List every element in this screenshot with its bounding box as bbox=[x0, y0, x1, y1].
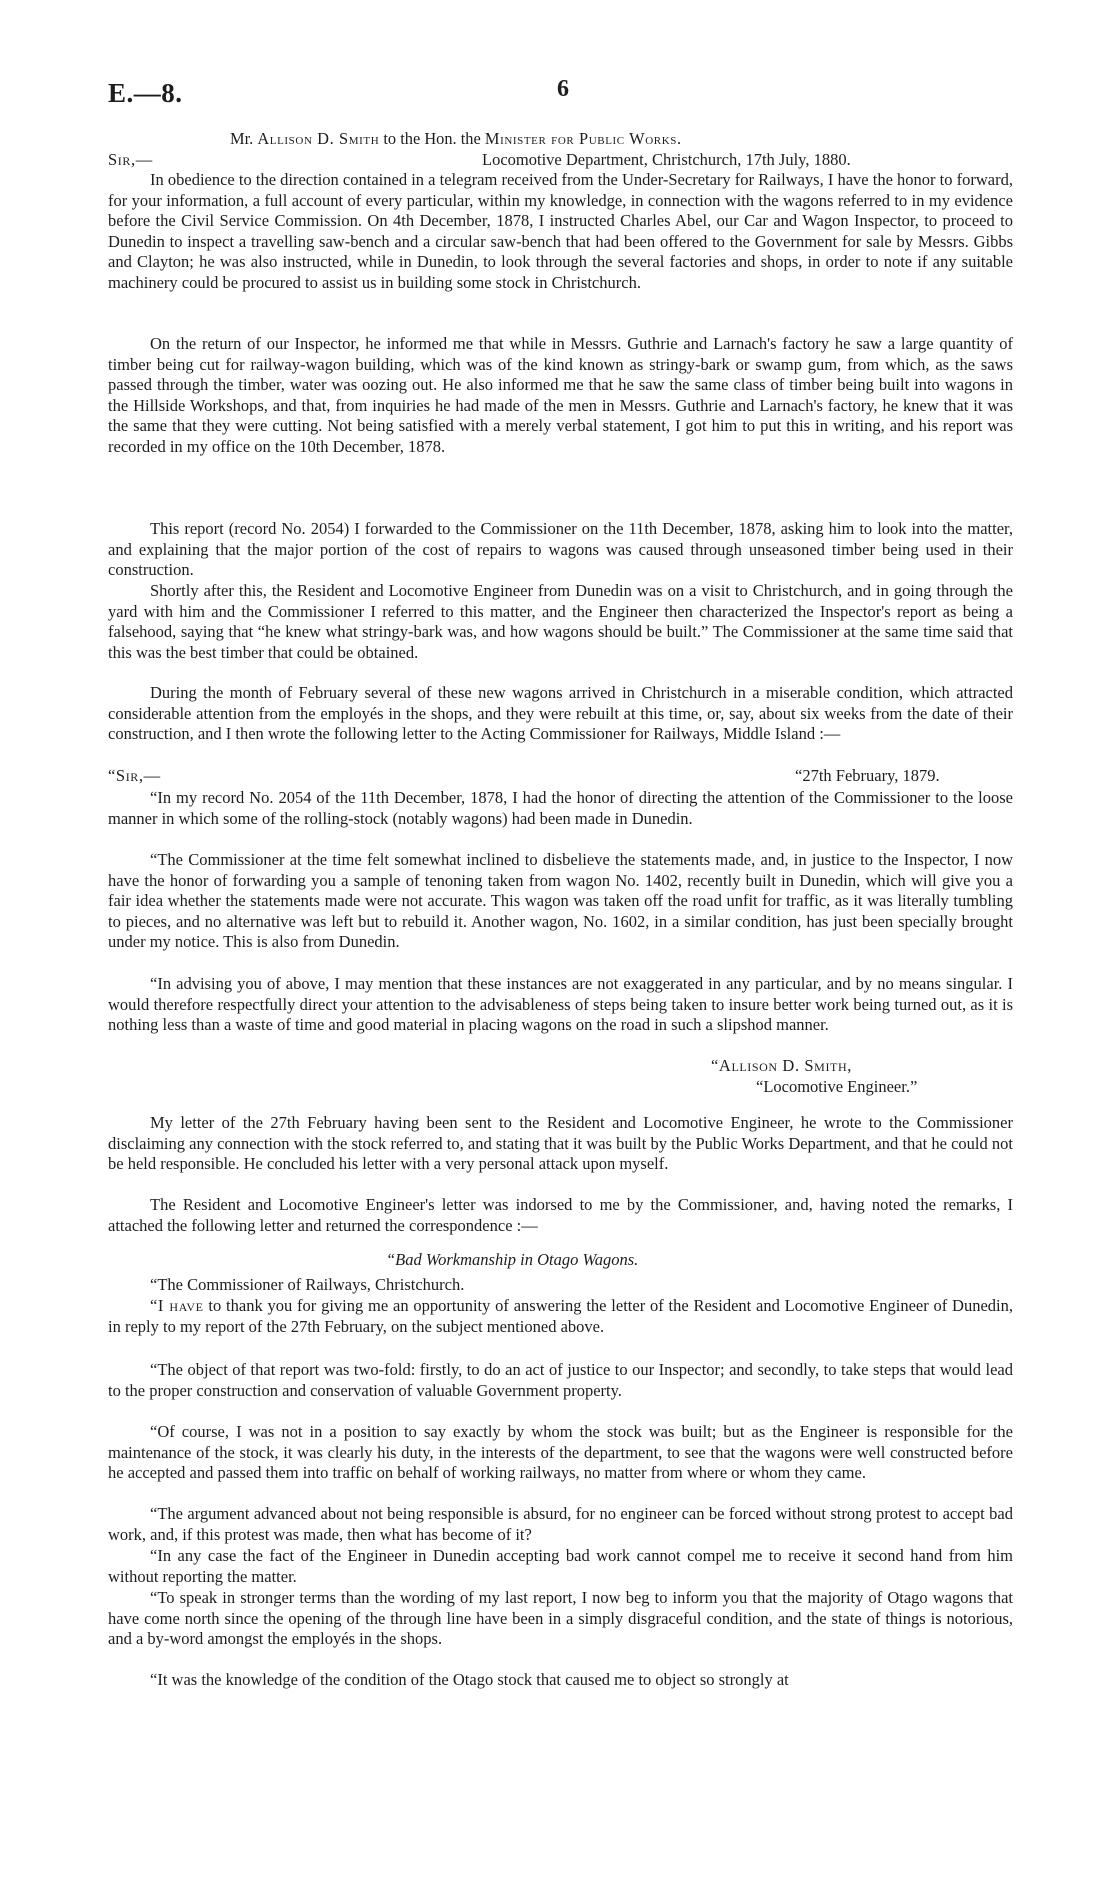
page-number: 6 bbox=[557, 76, 569, 102]
paragraph-2: On the return of our Inspector, he informed me that while in Messrs. Guthrie and Larnach's factory he saw a large quantity of timber being cut for railway-wagon building, which was of the kind known as stringy-bark or swamp gum, from which, as the saws passed through the timber, water was oozing out. He also informed me that he saw the same class of timber being built into wagons in the Hillside Workshops, and that, from inquiries he had made of the men in Messrs. Guthrie and Larnach's factory, he knew that it was the same that they were cutting. Not being satisfied with a merely verbal statement, I got him to put this in writing, and his report was recorded in my office on the 10th December, 1878. bbox=[108, 334, 1013, 456]
letter2-paragraph-5: “To speak in stronger terms than the wording of my last report, I now beg to inform you that the majority of Otago wagons that have come north since the opening of the through line have been in a simply disgraceful condition, and the state of things is notorious, and a by-word amongst the employés in the shops. bbox=[108, 1588, 1013, 1648]
letter1-signature-name: “Allison D. Smith, bbox=[711, 1056, 852, 1075]
heading-prefix: Mr. bbox=[230, 129, 254, 148]
paragraph-5: During the month of February several of these new wagons arrived in Christchurch in a miserable condition, which attracted considerable attention from the employés in the shops, and they were rebuilt at this time, or, say, about six weeks from the date of their construction, and I then wrote the following letter to the Acting Commissioner for Railways, Middle Island :— bbox=[108, 683, 1013, 743]
letter2-paragraph-1: “The object of that report was two-fold: firstly, to do an act of justice to our Inspector; and secondly, to take steps that would lead to the proper construction and conservation of valuable Government property. bbox=[108, 1360, 1013, 1400]
paragraph-7: The Resident and Locomotive Engineer's letter was indorsed to me by the Commissioner, and, having noted the remarks, I attached the following letter and returned the correspondence :— bbox=[108, 1195, 1013, 1235]
heading-recipient: Minister for Public Works. bbox=[484, 129, 682, 148]
letter1-date: “27th February, 1879. bbox=[795, 766, 940, 785]
paragraph-4: Shortly after this, the Resident and Locomotive Engineer from Dunedin was on a visit to Christchurch, and in going through the yard with him and the Commissioner I referred to this matter, and the Engineer then characterized the Inspector's report as being a falsehood, saying that “he knew what stringy-bark was, and how wagons should be built.” The Commissioner at the same time said that this was the best timber that could be obtained. bbox=[108, 581, 1013, 662]
letter2-addressee: “The Commissioner of Railways, Christchurch. bbox=[150, 1275, 465, 1294]
salutation: Sir,— bbox=[108, 150, 153, 169]
dateline: Locomotive Department, Christchurch, 17th July, 1880. bbox=[482, 150, 851, 169]
paragraph-6: My letter of the 27th February having been sent to the Resident and Locomotive Engineer, he wrote to the Commissioner disclaiming any connection with the stock referred to, and stating that it was built by the Public Works Department, and that he could not be held responsible. He concluded his letter with a very personal attack upon myself. bbox=[108, 1113, 1013, 1173]
heading-connector: to the Hon. the bbox=[383, 129, 481, 148]
letter2-paragraph-3: “The argument advanced about not being responsible is absurd, for no engineer can be forced without strong protest to accept bad work, and, if this protest was made, then what has become of it? bbox=[108, 1504, 1013, 1544]
letter1-paragraph-1: “In my record No. 2054 of the 11th December, 1878, I had the honor of directing the attention of the Commissioner to the loose manner in which some of the rolling-stock (notably wagons) had been made in Dunedin. bbox=[108, 788, 1013, 828]
heading-sender: Allison D. Smith bbox=[257, 129, 380, 148]
letter2-opening bbox=[108, 1296, 1013, 1337]
letter2-opening-words: “I have bbox=[150, 1296, 204, 1315]
letter-heading bbox=[230, 129, 682, 149]
letter2-paragraph-4: “In any case the fact of the Engineer in Dunedin accepting bad work cannot compel me to receive it second hand from him without reporting the matter. bbox=[108, 1546, 1013, 1586]
document-reference: E.—8. bbox=[108, 78, 183, 108]
letter2-paragraph-6: “It was the knowledge of the condition of the Otago stock that caused me to object so strongly at bbox=[150, 1670, 789, 1689]
letter2-title: “Bad Workmanship in Otago Wagons. bbox=[386, 1250, 639, 1269]
letter1-paragraph-3: “In advising you of above, I may mention that these instances are not exaggerated in any particular, and by no means singular. I would therefore respectfully direct your attention to the advisableness of steps being taken to insure better work being turned out, as it is nothing less than a waste of time and good material in placing wagons on the road in such a slipshod manner. bbox=[108, 974, 1013, 1034]
letter1-signature-title: “Locomotive Engineer.” bbox=[756, 1077, 918, 1096]
letter2-opening-rest: to thank you for giving me an opportunity of answering the letter of the Resident and Locomotive Engineer of Dunedin, in reply to my report of the 27th February, on the subject mentioned above. bbox=[108, 1296, 1014, 1336]
paragraph-1: In obedience to the direction contained in a telegram received from the Under-Secretary for Railways, I have the honor to forward, for your information, a full account of every particular, within my knowledge, in connection with the wagons referred to in my evidence before the Civil Service Commission. On 4th December, 1878, I instructed Charles Abel, our Car and Wagon Inspector, to proceed to Dunedin to inspect a travelling saw-bench and a circular saw-bench that had been offered to the Government for sale by Messrs. Gibbs and Clayton; he was also instructed, while in Dunedin, to look through the several factories and shops, in order to note if any suitable machinery could be procured to assist us in building some stock in Christchurch. bbox=[108, 170, 1013, 292]
letter2-paragraph-2: “Of course, I was not in a position to say exactly by whom the stock was built; but as the Engineer is responsible for the maintenance of the stock, it was clearly his duty, in the interests of the department, to see that the wagons were well constructed before he accepted and passed them into traffic on behalf of working railways, no matter from where or whom they came. bbox=[108, 1422, 1013, 1482]
letter1-salutation: “Sir,— bbox=[108, 766, 161, 785]
paragraph-3: This report (record No. 2054) I forwarded to the Commissioner on the 11th December, 1878, asking him to look into the matter, and explaining that the major portion of the cost of repairs to wagons was caused through unseasoned timber being used in their construction. bbox=[108, 519, 1013, 579]
letter1-paragraph-2: “The Commissioner at the time felt somewhat inclined to disbelieve the statements made, and, in justice to the Inspector, I now have the honor of forwarding you a sample of tenoning taken from wagon No. 1402, recently built in Dunedin, which will give you a fair idea whether the statements made were not accurate. This wagon was taken off the road unfit for traffic, as it was literally tumbling to pieces, and no alternative was left but to rebuild it. Another wagon, No. 1602, in a similar condition, has just been specially brought under my notice. This is also from Dunedin. bbox=[108, 850, 1013, 951]
